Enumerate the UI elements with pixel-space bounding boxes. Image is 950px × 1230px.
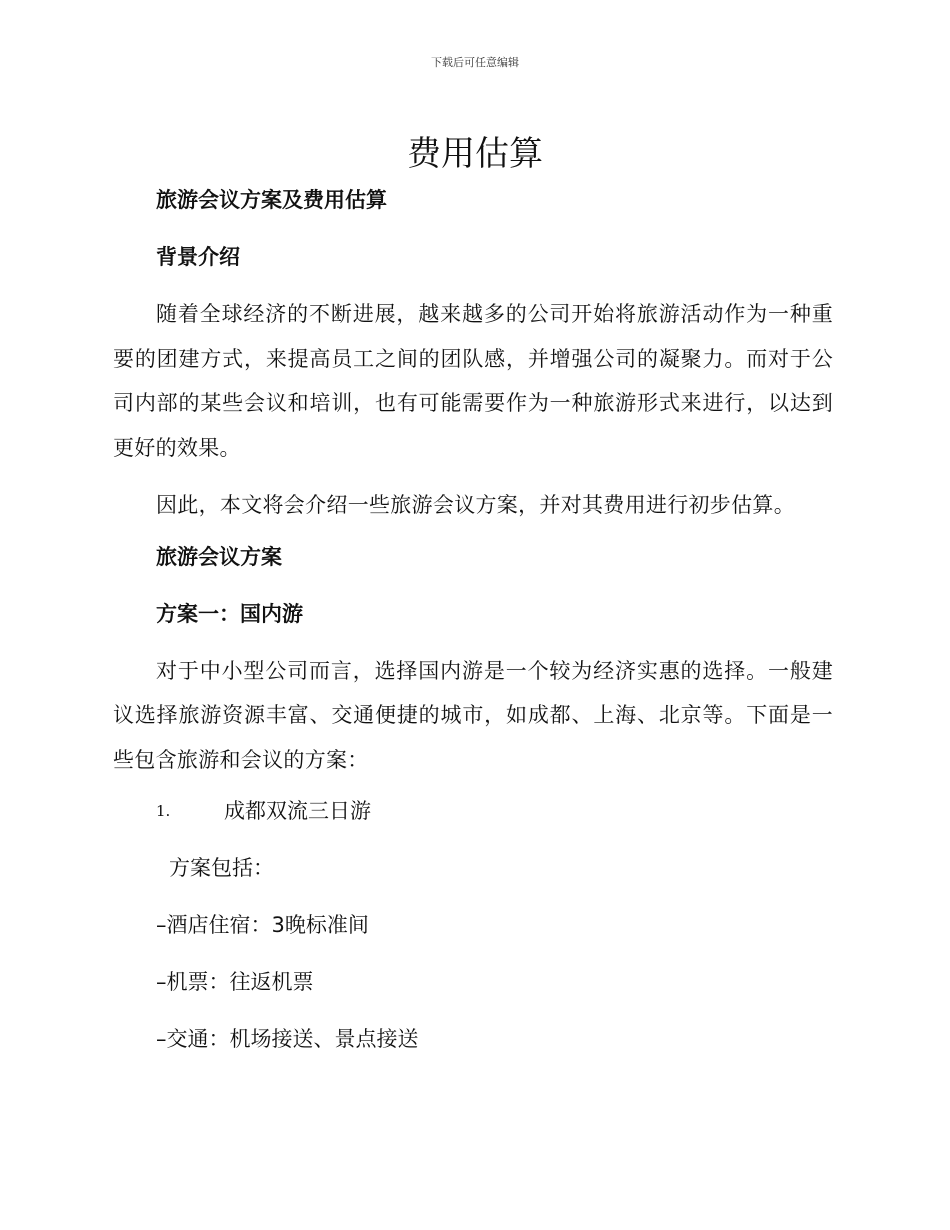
plan1-heading: 方案一：国内游: [156, 601, 303, 626]
background-paragraph-1: 随着全球经济的不断进展，越来越多的公司开始将旅游活动作为一种重要的团建方式，来提高员工之间的团队感，并增强公司的凝聚力。而对于公司内部的某些会议和培训，也有可能需要作为一种旅游形式来进行，以达到更好的效果。: [113, 302, 833, 460]
main-heading: 旅游会议方案及费用估算: [156, 188, 387, 212]
plans-heading: 旅游会议方案: [156, 544, 282, 569]
list-item: [113, 795, 833, 852]
detail-hotel: –酒店住宿：3晚标准间: [156, 913, 369, 937]
header-note: 下载后可任意编辑: [431, 56, 519, 69]
document-title: 费用估算: [407, 134, 543, 174]
background-paragraph-2: 因此，本文将会介绍一些旅游会议方案，并对其费用进行初步估算。: [156, 493, 795, 517]
plan1-paragraph: 对于中小型公司而言，选择国内游是一个较为经济实惠的选择。一般建议选择旅游资源丰富、交通便捷的城市，如成都、上海、北京等。下面是一些包含旅游和会议的方案：: [113, 658, 833, 772]
document-body: [113, 184, 833, 1080]
detail-ticket: –机票：往返机票: [156, 970, 314, 994]
background-heading: 背景介绍: [156, 245, 240, 269]
detail-transport: –交通：机场接送、景点接送: [156, 1027, 419, 1051]
list-item-text: 成都双流三日游: [224, 799, 371, 823]
includes-label: 方案包括：: [169, 856, 274, 880]
list-number: 1.: [156, 802, 171, 820]
